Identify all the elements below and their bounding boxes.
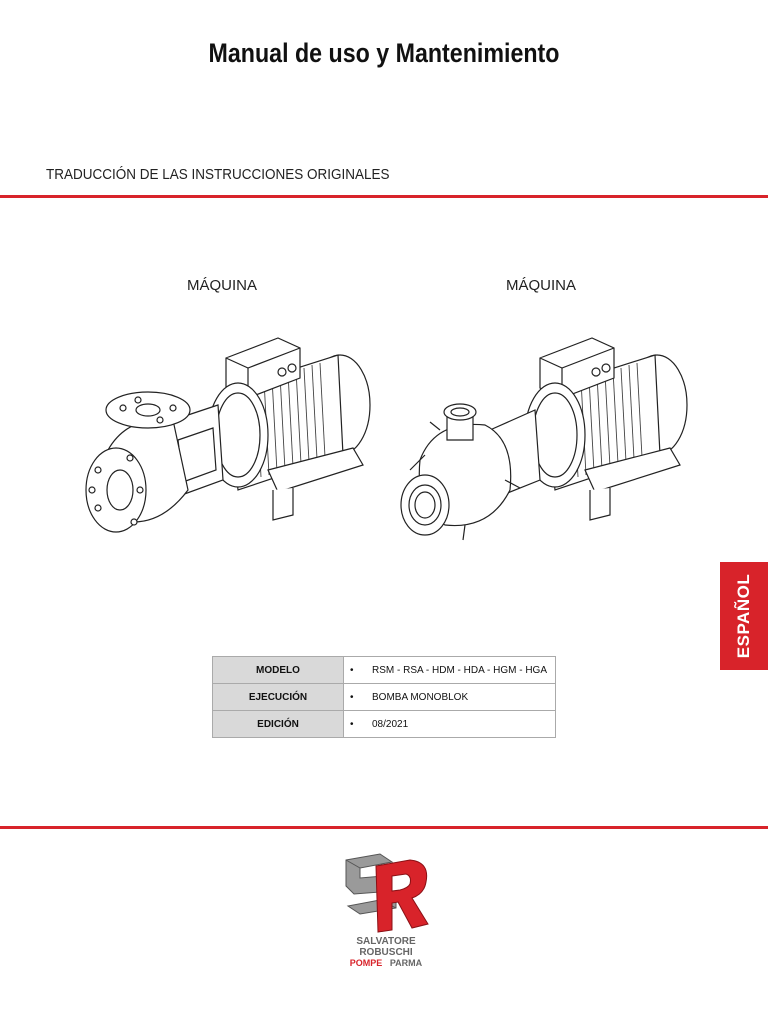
logo-line-2: ROBUSCHI: [359, 947, 413, 958]
language-tab: [720, 562, 768, 670]
spec-key: EJECUCIÓN: [213, 684, 344, 711]
table-row: [213, 684, 556, 711]
language-tab-label: ESPAÑOL: [734, 573, 754, 659]
table-row: [213, 657, 556, 684]
spec-table: [212, 656, 556, 738]
company-logo: [340, 852, 432, 970]
spec-value: BOMBA MONOBLOK: [372, 691, 469, 703]
logo-line-1: SALVATORE: [356, 936, 416, 947]
table-row: [213, 711, 556, 738]
document-subtitle: TRADUCCIÓN DE LAS INSTRUCCIONES ORIGINALES: [46, 166, 390, 183]
figure-caption-right: MÁQUINA: [505, 277, 576, 294]
spec-key: EDICIÓN: [213, 711, 344, 738]
pump-drawing-right: [395, 330, 695, 545]
top-divider: [0, 195, 768, 198]
bullet: •: [350, 718, 354, 730]
spec-key: MODELO: [213, 657, 344, 684]
figure-caption-left: MÁQUINA: [186, 277, 257, 294]
bullet: •: [350, 664, 354, 676]
logo-line-3b: PARMA: [389, 958, 423, 968]
bottom-divider: [0, 826, 768, 829]
bullet: •: [350, 691, 354, 703]
page-title: Manual de uso y Mantenimiento: [208, 38, 560, 68]
logo-line-3a: POMPE: [349, 958, 383, 968]
spec-value: 08/2021: [372, 718, 409, 730]
spec-value: RSM - RSA - HDM - HDA - HGM - HGA: [372, 664, 547, 676]
pump-drawing-left: [78, 330, 378, 540]
